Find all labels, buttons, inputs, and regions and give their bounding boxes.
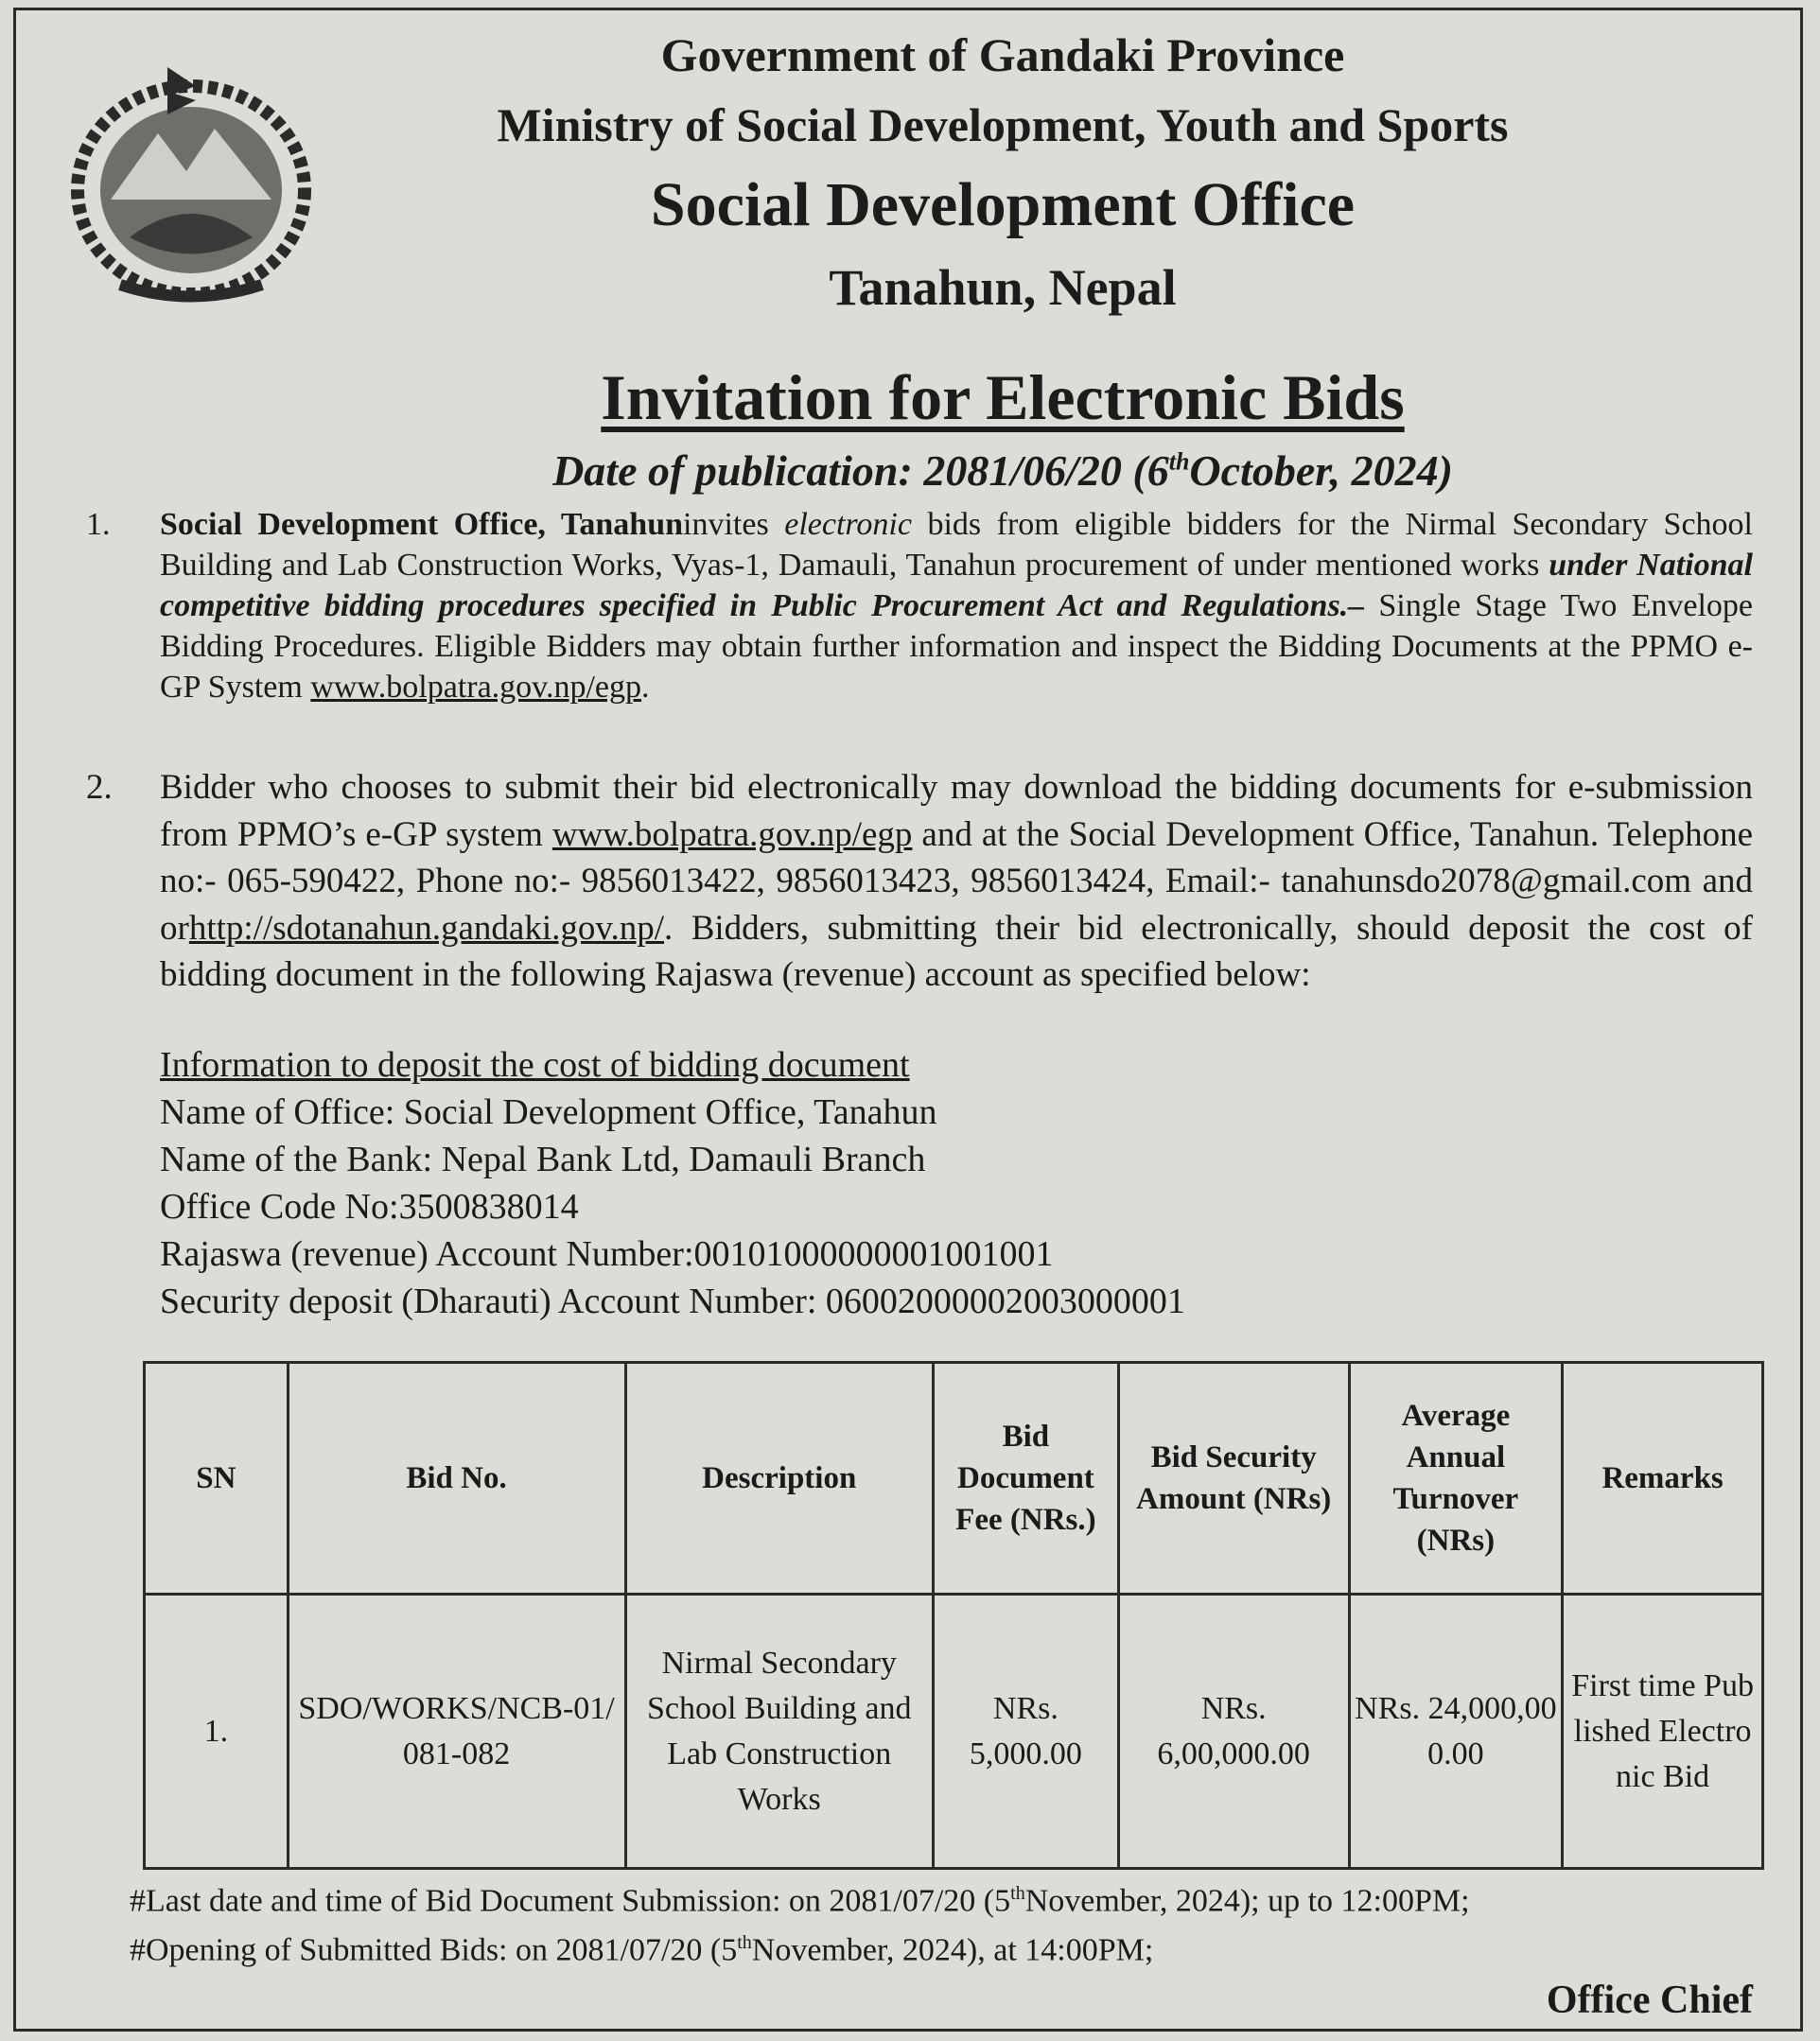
- submission-deadline-note: #Last date and time of Bid Document Submission: on 2081/07/20 (5thNovember, 2024); up to 12:00PM;: [130, 1883, 1470, 1919]
- publication-date: Date of publication: 2081/06/20 (6thOctober, 2024): [552, 446, 1453, 495]
- egp-link[interactable]: www.bolpatra.gov.np/egp: [551, 814, 913, 854]
- office-website-link[interactable]: http://sdotanahun.gandaki.gov.np/: [188, 908, 665, 948]
- paragraph-number: 1.: [86, 507, 111, 542]
- header-bid-no: Bid No.: [288, 1363, 625, 1595]
- ministry-heading: Ministry of Social Development, Youth and Sports: [497, 98, 1509, 151]
- office-name-line: Name of Office: Social Development Office, Tanahun: [160, 1092, 937, 1132]
- revenue-account-line: Rajaswa (revenue) Account Number:00101000000001001001: [160, 1234, 1054, 1274]
- cell-remarks: First time Published Electronic Bid: [1563, 1595, 1763, 1869]
- office-code-line: Office Code No:3500838014: [160, 1187, 579, 1227]
- security-account-line: Security deposit (Dharauti) Account Number: 06002000002003000001: [160, 1282, 1185, 1321]
- notice-page: [13, 8, 1803, 2032]
- page-title: Invitation for Electronic Bids: [601, 361, 1405, 433]
- paragraph-1: 1. Social Development Office, Tanahuninvites electronic bids from eligible bidders for the Nirmal Secondary School Building and Lab Construction Works, Vyas-1, Damauli, Tanahun procurement of under mentioned works under National competitive bidding procedures specified in Public Procurement Act and Regulations.– Single Stage Two Envelope Bidding Procedures. Eligible Bidders may obtain further information and inspect the Bidding Documents at the PPMO e-GP System www.bolpatra.gov.np/egp.: [73, 504, 1753, 707]
- cell-bid-security: NRs. 6,00,000.00: [1118, 1595, 1349, 1869]
- bank-name-line: Name of the Bank: Nepal Bank Ltd, Damauli Branch: [160, 1140, 926, 1179]
- procedure-text: under National competitive bidding procedures specified in Public Procurement Act and Regulations.–: [160, 548, 1753, 623]
- paragraph-2: 2. Bidder who chooses to submit their bid electronically may download the bidding documents for e-submission from PPMO’s e-GP system www.bolpatra.gov.np/egp and at the Social Development Office, Tanahun. Telephone no:- 065-590422, Phone no:- 9856013422, 9856013423, 9856013424, Email:- tanahunsdo2078@gmail.com and orhttp://sdotanahun.gandaki.gov.np/. Bidders, submitting their bid electronically, should deposit the cost of bidding document in the following Rajaswa (revenue) account as specified below:: [73, 764, 1753, 999]
- header-sn: SN: [145, 1363, 289, 1595]
- cell-bid-no: SDO/WORKS/NCB-01/081-082: [288, 1595, 625, 1869]
- paragraph-number: 2.: [86, 768, 113, 807]
- header-bid-security: Bid Security Amount (NRs): [1118, 1363, 1349, 1595]
- location-heading: Tanahun, Nepal: [829, 259, 1177, 316]
- office-heading: Social Development Office: [650, 170, 1356, 239]
- table-row: [145, 1595, 1763, 1869]
- header-remarks: Remarks: [1563, 1363, 1763, 1595]
- header-document-fee: Bid Document Fee (NRs.): [933, 1363, 1118, 1595]
- deposit-info-heading: Information to deposit the cost of bidding document: [160, 1045, 910, 1085]
- government-heading: Government of Gandaki Province: [660, 28, 1345, 81]
- cell-document-fee: NRs. 5,000.00: [933, 1595, 1118, 1869]
- cell-turnover: NRs. 24,000,000.00: [1349, 1595, 1563, 1869]
- signature: Office Chief: [1546, 1979, 1753, 2022]
- table-header-row: [145, 1363, 1763, 1595]
- cell-description: Nirmal Secondary School Building and Lab Construction Works: [625, 1595, 933, 1869]
- header-description: Description: [625, 1363, 933, 1595]
- egp-link[interactable]: www.bolpatra.gov.np/egp: [310, 670, 642, 705]
- cell-sn: 1.: [145, 1595, 289, 1869]
- bids-table: [143, 1361, 1764, 1870]
- bid-opening-note: #Opening of Submitted Bids: on 2081/07/20 (5thNovember, 2024), at 14:00PM;: [130, 1932, 1154, 1968]
- office-name-bold: Social Development Office, Tanahun: [160, 507, 684, 542]
- deposit-info-list: [160, 1089, 1185, 1325]
- header-turnover: Average Annual Turnover (NRs): [1349, 1363, 1563, 1595]
